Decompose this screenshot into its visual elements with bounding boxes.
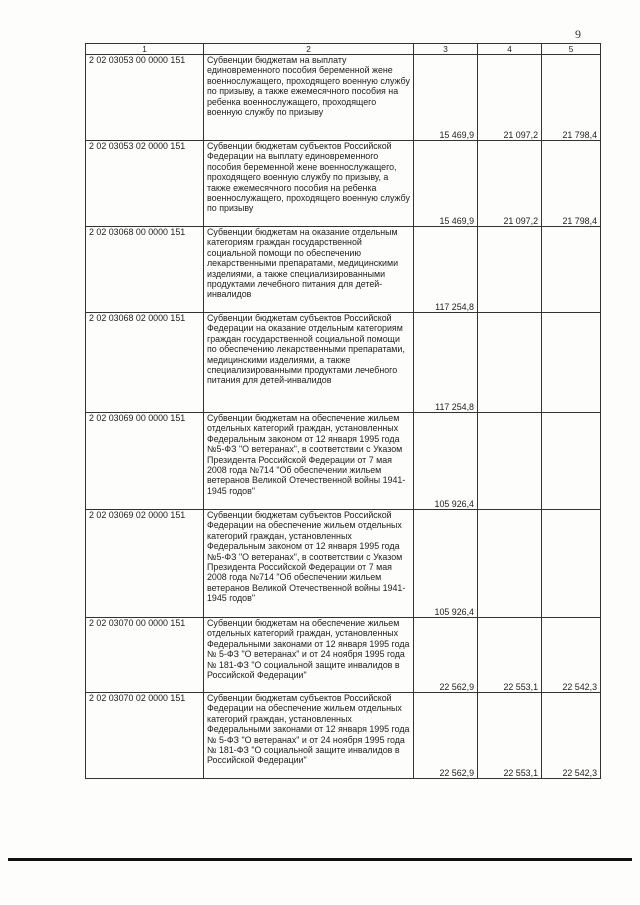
row-name: Субвенции бюджетам на оказание отдельным категориям граждан государственной социальной помощи по обеспечению лекарственными препаратами, медицинскими изделиями, а также специализированными продуктами лечебного питания для детей-инвалидов	[204, 227, 414, 313]
row-code: 2 02 03069 00 0000 151	[86, 413, 204, 510]
table-row	[86, 693, 601, 779]
row-value-col3: 15 469,9	[414, 55, 478, 141]
table-row	[86, 313, 601, 413]
row-code: 2 02 03053 00 0000 151	[86, 55, 204, 141]
row-value-col3: 105 926,4	[414, 510, 478, 618]
table-row	[86, 413, 601, 510]
row-value-col4: 22 553,1	[478, 693, 542, 779]
table-row	[86, 227, 601, 313]
row-value-col5: 21 798,4	[542, 141, 601, 227]
row-name: Субвенции бюджетам субъектов Российской Федерации на выплату единовременного пособия беременной жене военнослужащего, проходящего военную службу по призыву, а также ежемесячного пособия на ребенка военнослужащего, проходящего военную службу по призыву	[204, 141, 414, 227]
page-number: 9	[575, 27, 581, 41]
row-name: Субвенции бюджетам субъектов Российской Федерации на обеспечение жильем отдельных категорий граждан, установленных Федеральными законами от 12 января 1995 года № 5-ФЗ "О ветеранах" и от 24 ноября 1995 года № 181-ФЗ "О социальной защите инвалидов в Российской Федерации"	[204, 693, 414, 779]
table-row	[86, 55, 601, 141]
row-code: 2 02 03068 02 0000 151	[86, 313, 204, 413]
row-value-col5	[542, 313, 601, 413]
row-value-col3: 105 926,4	[414, 413, 478, 510]
budget-table	[85, 43, 601, 779]
row-value-col5	[542, 413, 601, 510]
row-value-col5: 21 798,4	[542, 55, 601, 141]
bottom-rule	[8, 858, 632, 861]
column-header-3: 3	[414, 44, 478, 55]
row-name: Субвенции бюджетам на обеспечение жильем отдельных категорий граждан, установленных Федеральным законом от 12 января 1995 года №5-ФЗ "О ветеранах", в соответствии с Указом Президента Российской Федерации от 7 мая 2008 года №714 "Об обеспечении жильем ветеранов Великой Отечественной войны 1941-1945 годов"	[204, 413, 414, 510]
row-code: 2 02 03053 02 0000 151	[86, 141, 204, 227]
row-name: Субвенции бюджетам субъектов Российской Федерации на обеспечение жильем отдельных категорий граждан, установленных Федеральным законом от 12 января 1995 года №5-ФЗ "О ветеранах", в соответствии с Указом Президента Российской Федерации от 7 мая 2008 года №714 "Об обеспечении жильем ветеранов Великой Отечественной войны 1941-1945 годов"	[204, 510, 414, 618]
row-name: Субвенции бюджетам субъектов Российской Федерации на оказание отдельным категориям граждан государственной социальной помощи по обеспечению лекарственными препаратами, медицинскими изделиями, а также специализированными продуктами лечебного питания для детей-инвалидов	[204, 313, 414, 413]
column-header-2: 2	[204, 44, 414, 55]
row-value-col4: 21 097,2	[478, 55, 542, 141]
row-value-col3: 117 254,8	[414, 227, 478, 313]
row-code: 2 02 03070 02 0000 151	[86, 693, 204, 779]
row-value-col4	[478, 313, 542, 413]
row-code: 2 02 03070 00 0000 151	[86, 618, 204, 693]
row-value-col4: 22 553,1	[478, 618, 542, 693]
column-header-5: 5	[542, 44, 601, 55]
row-value-col4	[478, 413, 542, 510]
row-value-col3: 15 469,9	[414, 141, 478, 227]
row-value-col4	[478, 510, 542, 618]
table-row	[86, 510, 601, 618]
row-value-col5	[542, 227, 601, 313]
row-value-col5	[542, 510, 601, 618]
row-name: Субвенции бюджетам на обеспечение жильем отдельных категорий граждан, установленных Федеральными законами от 12 января 1995 года № 5-ФЗ "О ветеранах" и от 24 ноября 1995 года № 181-ФЗ "О социальной защите инвалидов в Российской Федерации"	[204, 618, 414, 693]
table-row	[86, 618, 601, 693]
row-value-col3: 22 562,9	[414, 618, 478, 693]
row-value-col4: 21 097,2	[478, 141, 542, 227]
column-header-4: 4	[478, 44, 542, 55]
row-value-col5: 22 542,3	[542, 618, 601, 693]
table-header-row	[86, 44, 601, 55]
row-value-col4	[478, 227, 542, 313]
row-value-col5: 22 542,3	[542, 693, 601, 779]
row-code: 2 02 03069 02 0000 151	[86, 510, 204, 618]
table-row	[86, 141, 601, 227]
row-code: 2 02 03068 00 0000 151	[86, 227, 204, 313]
row-value-col3: 117 254,8	[414, 313, 478, 413]
column-header-1: 1	[86, 44, 204, 55]
row-value-col3: 22 562,9	[414, 693, 478, 779]
row-name: Субвенции бюджетам на выплату единовременного пособия беременной жене военнослужащего, проходящего военную службу по призыву, а также ежемесячного пособия на ребенка военнослужащего, проходящего военную службу по призыву	[204, 55, 414, 141]
